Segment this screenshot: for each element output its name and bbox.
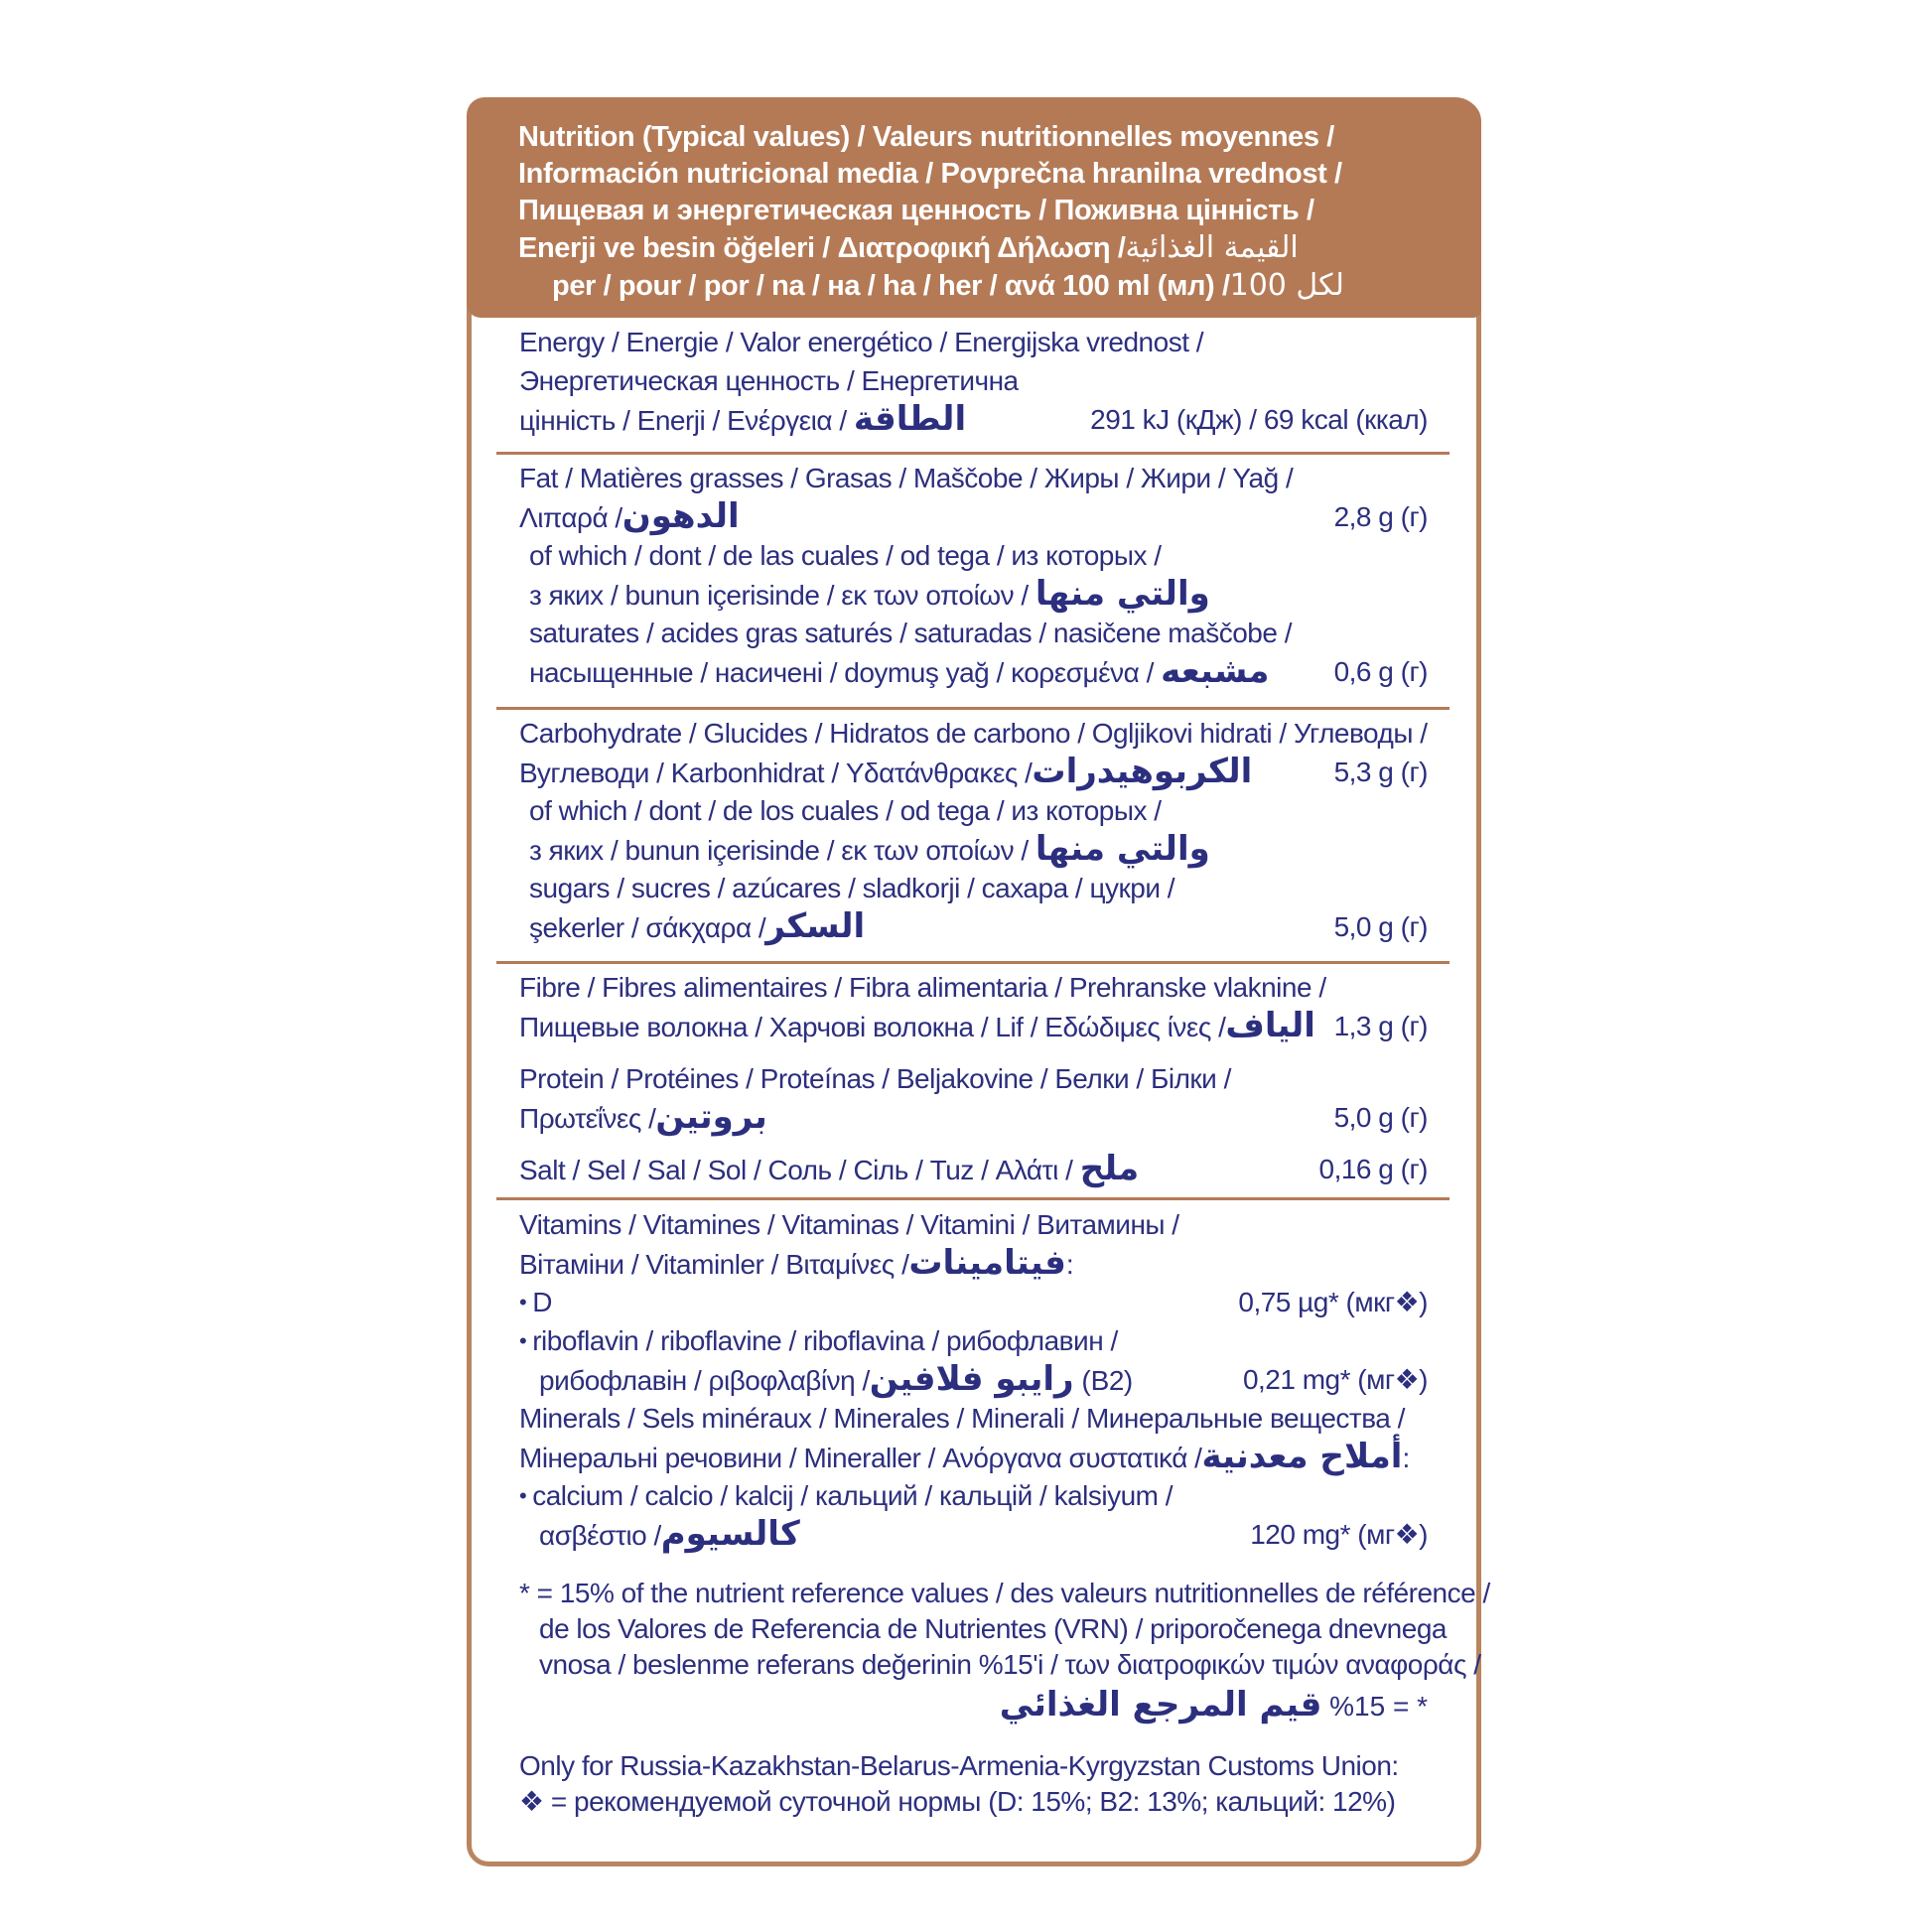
fibre-value: 1,3 g (г) (1333, 1011, 1428, 1041)
calcium-row (519, 1515, 1457, 1554)
saturates-value: 0,6 g (г) (1333, 656, 1428, 687)
protein-value: 5,0 g (г) (1333, 1102, 1428, 1133)
minerals-arabic: أملاح معدنية (1201, 1437, 1403, 1476)
footnote-arabic-tail: %15 = * (1329, 1691, 1428, 1722)
footnote-arabic-row (519, 1683, 1457, 1726)
fat-which-row (519, 575, 1457, 614)
fibre-section (519, 968, 1457, 1045)
calcium-arabic: كالسيوم (660, 1514, 800, 1554)
energy-label-arabic: الطاقة (853, 399, 967, 439)
energy-section (519, 323, 1457, 439)
salt-section (519, 1150, 1457, 1188)
carb-value: 5,3 g (г) (1333, 757, 1428, 787)
minerals-label: Мінеральні речовини / Mineraller / Ανόργανα συστατικά / (519, 1443, 1202, 1473)
saturates-label: saturates / acides gras saturés / saturadas / nasičene maščobe / (529, 618, 1292, 648)
fat-label-arabic: الدهون (621, 496, 740, 536)
riboflavin-value: 0,21 mg* (мг❖) (1242, 1364, 1428, 1395)
carb-which-label: з яких / bunun içerisinde / εκ των οποίων / (529, 835, 1029, 866)
vitamin-d-row (519, 1283, 1457, 1321)
footnote-line: * = 15% of the nutrient reference values / des valeurs nutritionnelles de référence / (519, 1578, 1490, 1608)
carb-label: Вуглеводи / Karbonhidrat / Υδατάνθρακες / (519, 758, 1033, 788)
minerals-colon: : (1402, 1443, 1411, 1473)
footnote-arabic-wrap (1000, 1683, 1428, 1728)
energy-label: цінність / Enerji / Ενέργεια / (519, 405, 847, 436)
divider (496, 707, 1449, 710)
sugars-value: 5,0 g (г) (1333, 911, 1428, 942)
protein-row (519, 1098, 1457, 1137)
sugars-row (519, 907, 1457, 946)
calcium-label: ασβέστιο / (539, 1520, 661, 1551)
vitamin-d-label: D (532, 1287, 552, 1317)
fibre-row (519, 1007, 1457, 1045)
saturates-row (519, 652, 1457, 691)
vitamins-colon: : (1065, 1249, 1074, 1280)
riboflavin-label: рибофлавін / ριβοφλαβίνη / (539, 1365, 870, 1396)
header-per-line (518, 267, 1466, 305)
header-line: Nutrition (Typical values) / Valeurs nutritionnelles moyennes / (518, 121, 1334, 153)
riboflavin-label: riboflavin / riboflavine / riboflavina / рибофлавин / (532, 1325, 1118, 1356)
vitamins-arabic: فيتامينات (908, 1243, 1066, 1283)
footnote-arabic: قيم المرجع الغذائي (999, 1685, 1322, 1724)
sugars-arabic: السكر (765, 906, 866, 946)
carb-which-row (519, 830, 1457, 869)
riboflavin-arabic: رايبو فلافين (869, 1359, 1074, 1399)
vitamins-row (519, 1244, 1457, 1283)
carb-section (519, 714, 1457, 946)
header-line: Пищевая и энергетическая ценность / Поживна цінність / (518, 195, 1314, 226)
carb-label-arabic: الكربوهيدرات (1032, 752, 1253, 791)
minerals-row (519, 1438, 1457, 1476)
fibre-label-arabic: الياف (1225, 1006, 1315, 1045)
fat-section (519, 459, 1457, 691)
carb-row (519, 753, 1457, 791)
salt-value: 0,16 g (г) (1318, 1154, 1428, 1184)
fat-which-label: of which / dont / de las cuales / od tega / из которых / (529, 540, 1162, 571)
header-text (518, 119, 1466, 305)
header-line-latin: Enerji ve besin öğeleri / Διατροφική Δήλωση / (518, 232, 1126, 264)
riboflavin-b2: (B2) (1081, 1365, 1134, 1396)
riboflavin-row (519, 1360, 1457, 1399)
footnote-line: de los Valores de Referencia de Nutrientes (VRN) / priporočenega dnevnega (539, 1613, 1447, 1644)
fibre-label: Fibre / Fibres alimentaires / Fibra alimentaria / Prehranske vlaknine / (519, 972, 1326, 1003)
fibre-label: Пищевые волокна / Харчові волокна / Lif / Εδώδιμες ίνες / (519, 1012, 1226, 1042)
divider (496, 961, 1449, 964)
sugars-label: sugars / sucres / azúcares / sladkorji / сахара / цукри / (529, 873, 1175, 903)
sugars-label: şekerler / σάκχαρα / (529, 912, 766, 943)
divider (496, 452, 1449, 455)
salt-label: Salt / Sel / Sal / Sol / Соль / Сіль / Tuz / Αλάτι / (519, 1155, 1073, 1185)
vitamins-section (519, 1205, 1457, 1554)
calcium-value: 120 mg* (мг❖) (1250, 1519, 1428, 1550)
header-line: Información nutricional media / Povprečna hranilna vrednost / (518, 158, 1342, 190)
bullet-icon: • (519, 1290, 527, 1314)
salt-label-arabic: ملح (1079, 1149, 1140, 1188)
fat-value: 2,8 g (г) (1333, 501, 1428, 532)
calcium-label: calcium / calcio / kalcij / кальций / кальцій / kalsiyum / (532, 1480, 1173, 1511)
riboflavin-row (519, 1321, 1457, 1360)
minerals-label: Minerals / Sels minéraux / Minerales / Minerali / Минеральные вещества / (519, 1403, 1405, 1434)
header-per-arabic: لكل 100 (1229, 268, 1344, 303)
protein-label-arabic: بروتين (655, 1097, 767, 1137)
vitamins-label: Вітаміни / Vitaminler / Βιταμίνες / (519, 1249, 909, 1280)
energy-row (519, 400, 1457, 439)
protein-label: Πρωτεΐνες / (519, 1103, 656, 1134)
fat-label: Fat / Matières grasses / Grasas / Maščobe / Жиры / Жири / Yağ / (519, 463, 1294, 493)
carb-which-label: of which / dont / de los cuales / od tega / из которых / (529, 795, 1162, 826)
protein-section (519, 1059, 1457, 1137)
bullet-icon: • (519, 1483, 527, 1508)
fat-row (519, 497, 1457, 536)
energy-label: Energy / Energie / Valor energético / Energijska vrednost / (519, 327, 1204, 357)
header-line-arabic: القيمة الغذائية (1125, 230, 1299, 265)
carb-which-arabic: والتي منها (1035, 829, 1210, 869)
header-band (467, 97, 1481, 318)
protein-label: Protein / Protéines / Proteínas / Beljakovine / Белки / Білки / (519, 1063, 1231, 1094)
carb-label: Carbohydrate / Glucides / Hidratos de carbono / Ogljikovi hidrati / Углеводы / (519, 718, 1428, 749)
energy-value: 291 kJ (кДж) / 69 kcal (ккал) (1090, 404, 1428, 435)
fat-which-arabic: والتي منها (1035, 574, 1210, 614)
energy-label: Энергетическая ценность / Енергетична (519, 365, 1019, 396)
customs-union-label: Only for Russia-Kazakhstan-Belarus-Armenia-Kyrgyzstan Customs Union: (519, 1750, 1399, 1781)
fat-which-label: з яких / bunun içerisinde / εκ των οποίων / (529, 580, 1029, 611)
footnote-line: vnosa / beslenme referans değerinin %15'i / των διατροφικών τιμών αναφοράς / (539, 1649, 1481, 1680)
header-per-latin: per / pour / por / na / на / ha / her / ανά 100 ml (мл) / (552, 270, 1230, 302)
calcium-row (519, 1476, 1457, 1515)
saturates-label: насыщенные / насичені / doymuş yağ / κορεσμένα / (529, 657, 1154, 688)
footnote-section (519, 1576, 1490, 1820)
bullet-icon: • (519, 1328, 527, 1353)
fat-label: Λιπαρά / (519, 502, 622, 533)
vitamin-d-value: 0,75 µg* (мкг❖) (1238, 1287, 1428, 1317)
divider (496, 1197, 1449, 1200)
vitamins-label: Vitamins / Vitamines / Vitaminas / Vitamini / Витамины / (519, 1209, 1179, 1240)
customs-union-note: ❖ = рекомендуемой суточной нормы (D: 15%; B2: 13%; кальций: 12%) (519, 1786, 1396, 1817)
header-line (518, 229, 1466, 267)
saturates-arabic: مشبعه (1161, 651, 1270, 691)
salt-row (519, 1150, 1457, 1188)
